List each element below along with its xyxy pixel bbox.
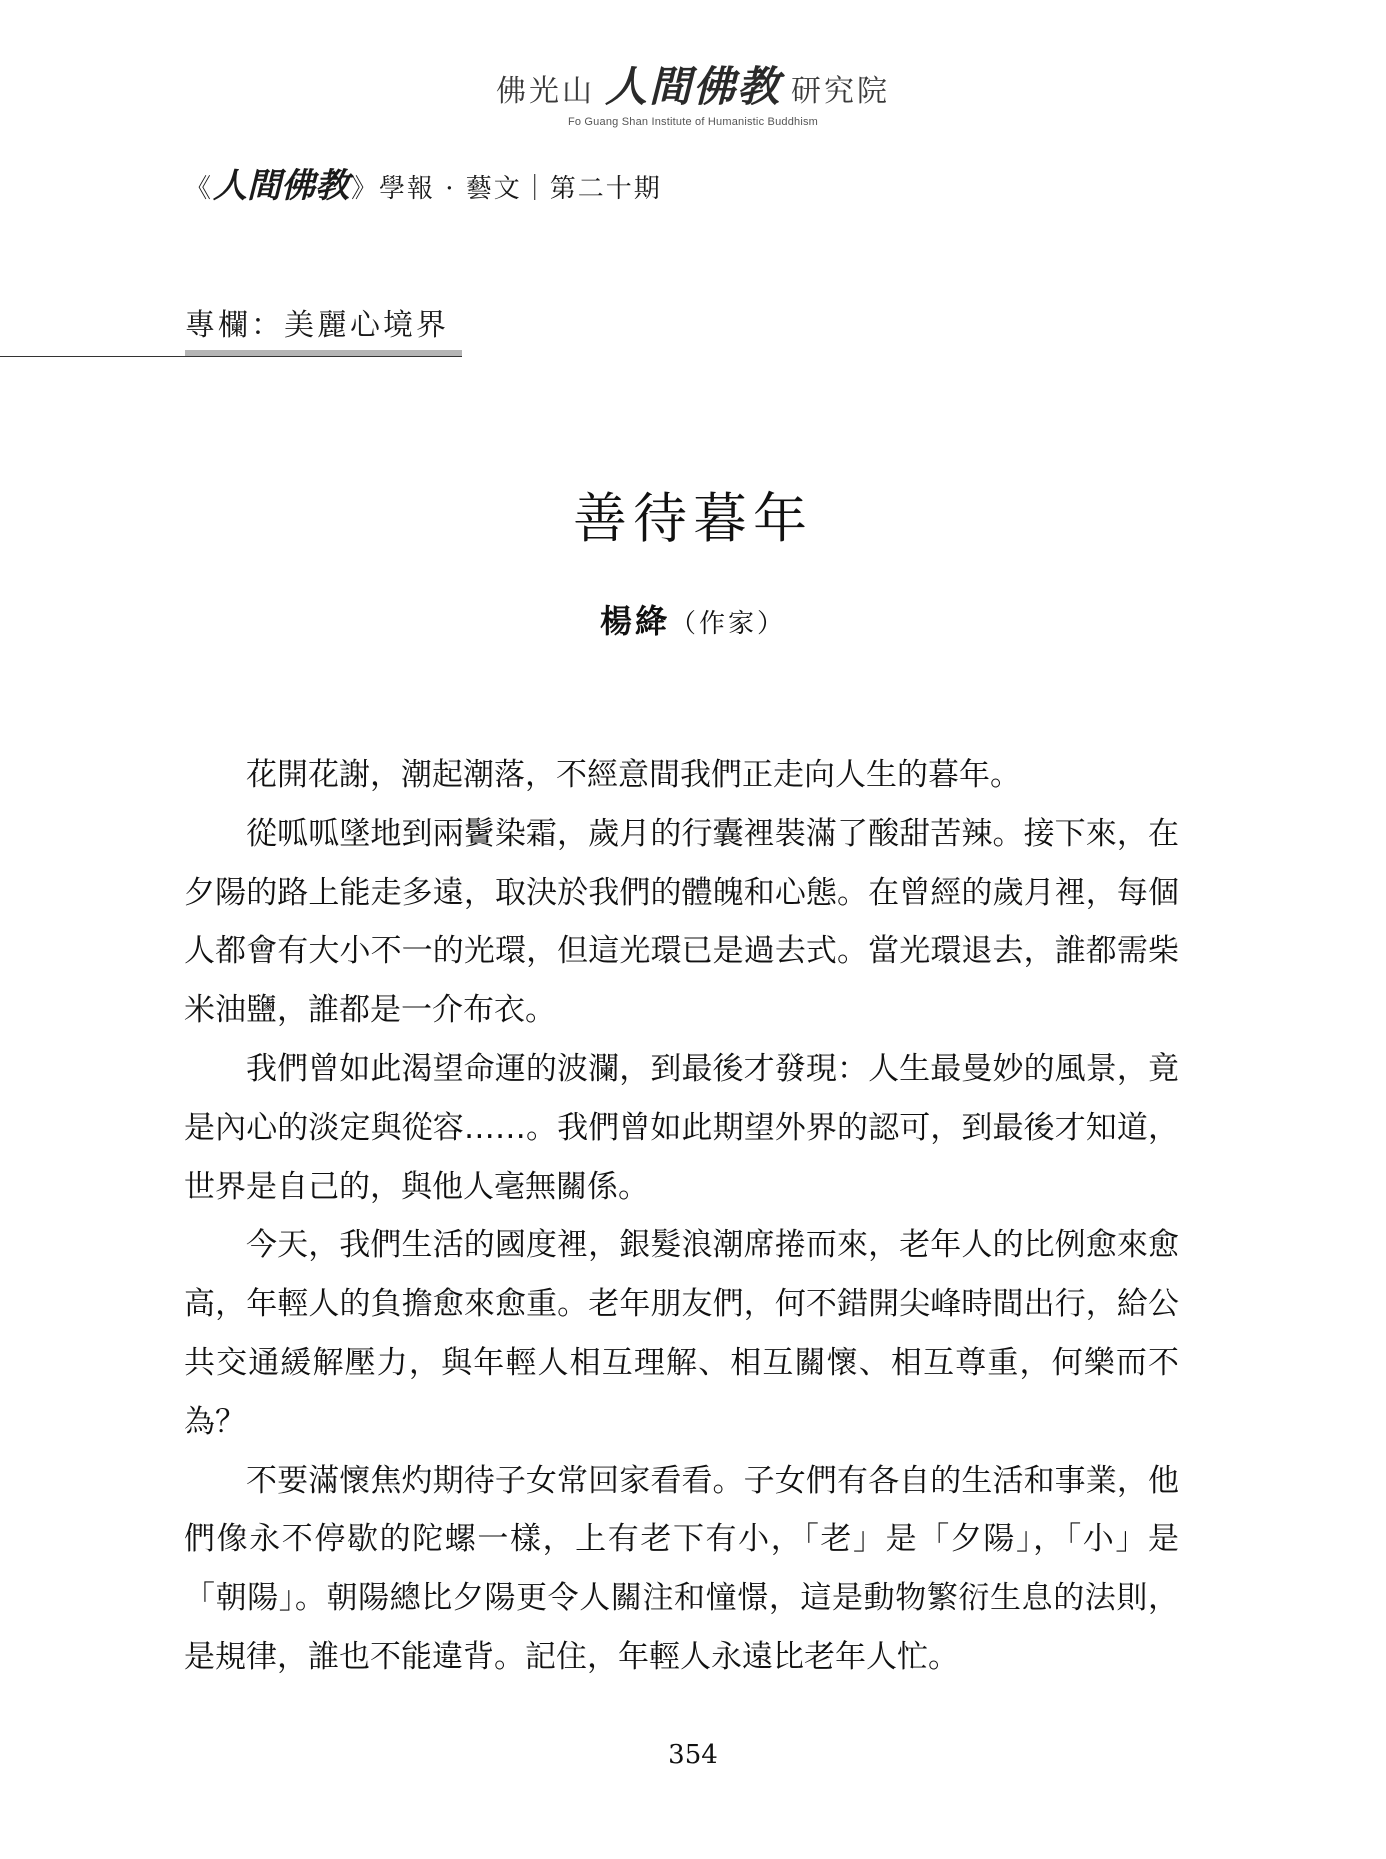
page-number: 354 [668,1740,718,1770]
author-name: 楊絳 [599,602,670,640]
column-title: 專欄：美麗心境界 [185,308,449,343]
institute-brand-logo: 人間佛教 [604,62,781,111]
paragraph: 從呱呱墜地到兩鬢染霜，歲月的行囊裡裝滿了酸甜苦辣。接下來，在夕陽的路上能走多遠，取決於我們的體魄和心態。在曾經的歲月裡，每個人都會有大小不一的光環，但這光環已是過去式。當光環退去，誰都需柴米油鹽，誰都是一介布衣。 [184,815,1179,1029]
institute-header [0,54,1386,128]
paragraph: 不要滿懷焦灼期待子女常回家看看。子女們有各自的生活和事業，他們像永不停歇的陀螺一樣，上有老下有小，「老」是「夕陽」，「小」是「朝陽」。朝陽總比夕陽更令人關注和憧憬，這是動物繁衍生息的法則，是規律，誰也不能違背。記住，年輕人永遠比老年人忙。 [184,1462,1179,1675]
institute-name [496,54,890,114]
author-role: （作家） [670,609,787,639]
institute-prefix: 佛光山 [495,74,595,109]
journal-brand-logo: 人間佛教 [213,166,350,206]
paragraph: 花開花謝，潮起潮落，不經意間我們正走向人生的暮年。 [246,757,1021,793]
journal-running-header [185,158,662,207]
journal-open-bracket: 《 [185,174,212,204]
column-divider [0,356,462,357]
paragraph: 今天，我們生活的國度裡，銀髮浪潮席捲而來，老年人的比例愈來愈高，年輕人的負擔愈來愈重。老年朋友們，何不錯開尖峰時間出行，給公共交通緩解壓力，與年輕人相互理解、相互關懷、相互尊重，何樂而不為？ [184,1227,1179,1440]
institute-english-name: Fo Guang Shan Institute of Humanistic Buddhism [567,116,819,128]
article-title: 善待暮年 [573,487,813,550]
journal-issue-info: 》學報 · 藝文｜第二十期 [351,174,662,204]
institute-suffix: 研究院 [791,74,890,109]
article-body [184,746,1179,1687]
author-line [0,596,1386,642]
paragraph: 我們曾如此渴望命運的波瀾，到最後才發現：人生最曼妙的風景，竟是內心的淡定與從容……。我們曾如此期望外界的認可，到最後才知道，世界是自己的，與他人毫無關係。 [184,1050,1179,1205]
